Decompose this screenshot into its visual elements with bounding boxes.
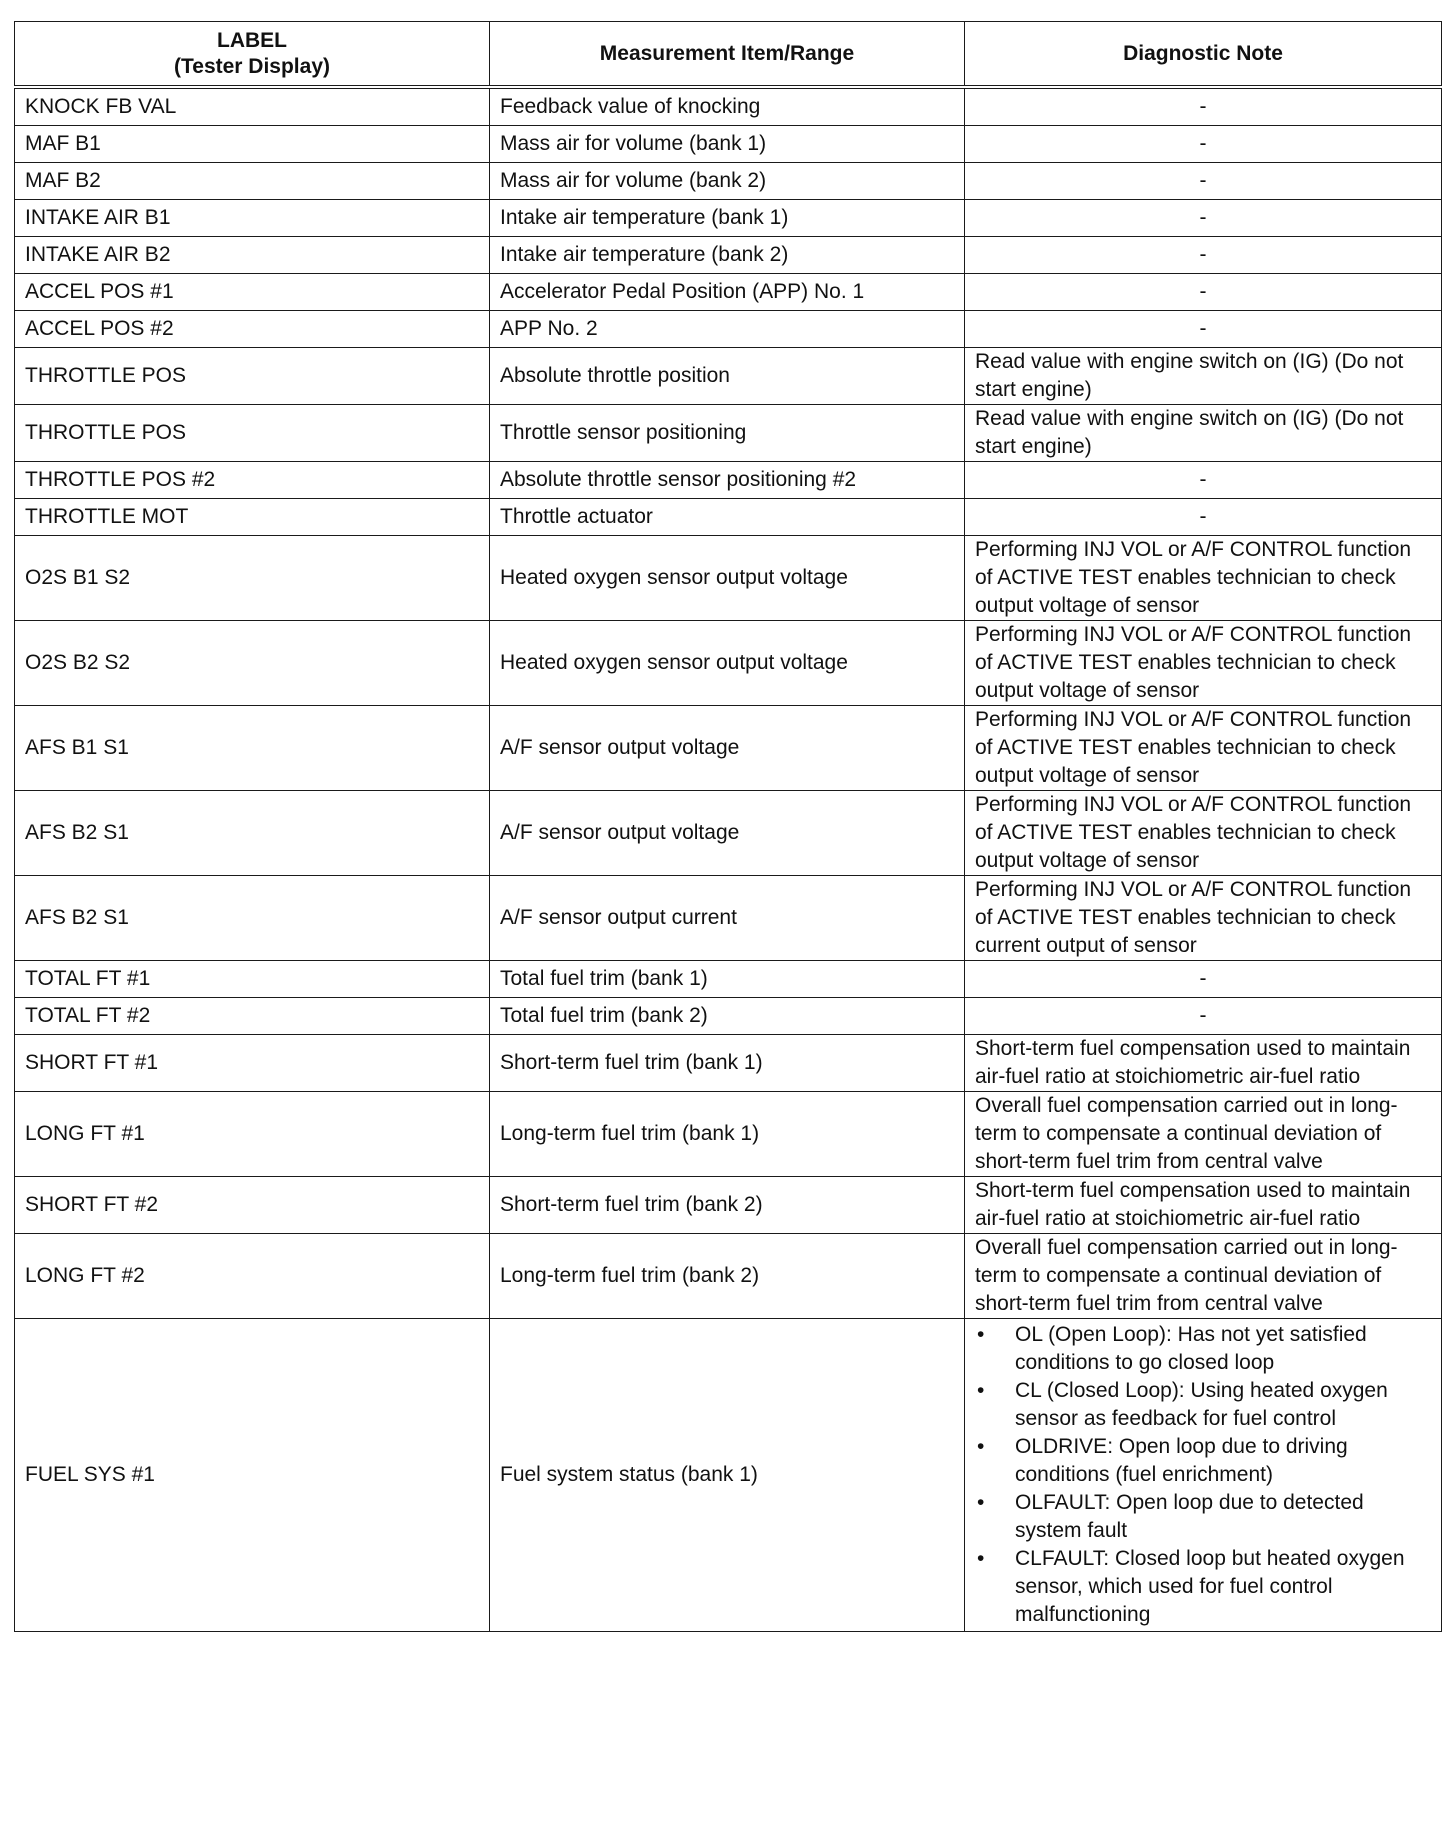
table-row	[15, 87, 1442, 126]
table-row	[15, 163, 1442, 200]
diagnostic-note-cell: -	[965, 87, 1442, 126]
bullet-item	[975, 1489, 1431, 1545]
measurement-cell: Heated oxygen sensor output voltage	[490, 536, 965, 621]
label-cell: INTAKE AIR B2	[15, 237, 490, 274]
label-cell: AFS B2 S1	[15, 876, 490, 961]
diagnostic-note-cell: Read value with engine switch on (IG) (Do not start engine)	[965, 348, 1442, 405]
measurement-cell: Intake air temperature (bank 2)	[490, 237, 965, 274]
bullet-text: OLFAULT: Open loop due to detected system fault	[1015, 1491, 1364, 1542]
diagnostic-note-cell: -	[965, 200, 1442, 237]
label-cell: THROTTLE POS	[15, 348, 490, 405]
label-cell: AFS B2 S1	[15, 791, 490, 876]
label-cell: THROTTLE POS	[15, 405, 490, 462]
diagnostic-note-cell: -	[965, 274, 1442, 311]
label-cell: LONG FT #2	[15, 1234, 490, 1319]
header-measurement: Measurement Item/Range	[490, 22, 965, 88]
diagnostic-note-cell: Short-term fuel compensation used to maintain air-fuel ratio at stoichiometric air-fuel ratio	[965, 1035, 1442, 1092]
measurement-cell: Throttle actuator	[490, 499, 965, 536]
table-row	[15, 1092, 1442, 1177]
diagnostic-note-cell: Performing INJ VOL or A/F CONTROL function of ACTIVE TEST enables technician to check output voltage of sensor	[965, 791, 1442, 876]
label-cell: FUEL SYS #1	[15, 1319, 490, 1632]
label-cell: O2S B2 S2	[15, 621, 490, 706]
measurement-cell: Intake air temperature (bank 1)	[490, 200, 965, 237]
header-diagnostic: Diagnostic Note	[965, 22, 1442, 88]
measurement-cell: Mass air for volume (bank 1)	[490, 126, 965, 163]
diagnostic-note-cell: -	[965, 237, 1442, 274]
diagnostic-note-cell: -	[965, 499, 1442, 536]
diagnostic-note-cell: -	[965, 462, 1442, 499]
table-row	[15, 405, 1442, 462]
table-row	[15, 348, 1442, 405]
diagnostic-note-cell: -	[965, 126, 1442, 163]
measurement-cell: Mass air for volume (bank 2)	[490, 163, 965, 200]
measurement-cell: Absolute throttle sensor positioning #2	[490, 462, 965, 499]
diagnostic-note-cell: -	[965, 163, 1442, 200]
bullet-dot-icon: •	[977, 1435, 985, 1458]
measurement-cell: A/F sensor output voltage	[490, 706, 965, 791]
diagnostic-note-cell: Performing INJ VOL or A/F CONTROL function of ACTIVE TEST enables technician to check output voltage of sensor	[965, 621, 1442, 706]
measurement-cell: A/F sensor output voltage	[490, 791, 965, 876]
measurement-cell: APP No. 2	[490, 311, 965, 348]
label-cell: KNOCK FB VAL	[15, 87, 490, 126]
table-row	[15, 961, 1442, 998]
table-row	[15, 200, 1442, 237]
diagnostic-note-cell: Overall fuel compensation carried out in long-term to compensate a continual deviation of short-term fuel trim from central valve	[965, 1234, 1442, 1319]
measurement-cell: Feedback value of knocking	[490, 87, 965, 126]
measurement-cell: Heated oxygen sensor output voltage	[490, 621, 965, 706]
header-label-line2: (Tester Display)	[174, 54, 330, 78]
table-row	[15, 1319, 1442, 1632]
bullet-dot-icon: •	[977, 1379, 985, 1402]
label-cell: MAF B2	[15, 163, 490, 200]
bullet-item	[975, 1545, 1431, 1629]
bullet-dot-icon: •	[977, 1491, 985, 1514]
label-cell: SHORT FT #1	[15, 1035, 490, 1092]
diagnostic-note-cell: -	[965, 961, 1442, 998]
table-row	[15, 462, 1442, 499]
measurement-cell: Accelerator Pedal Position (APP) No. 1	[490, 274, 965, 311]
label-cell: O2S B1 S2	[15, 536, 490, 621]
label-cell: MAF B1	[15, 126, 490, 163]
table-row	[15, 1035, 1442, 1092]
label-cell: TOTAL FT #2	[15, 998, 490, 1035]
label-cell: AFS B1 S1	[15, 706, 490, 791]
table-row	[15, 274, 1442, 311]
label-cell: THROTTLE MOT	[15, 499, 490, 536]
table-row	[15, 499, 1442, 536]
table-header	[15, 22, 1442, 88]
measurement-cell: Long-term fuel trim (bank 1)	[490, 1092, 965, 1177]
diagnostic-note-cell: Performing INJ VOL or A/F CONTROL function of ACTIVE TEST enables technician to check output voltage of sensor	[965, 706, 1442, 791]
header-label	[15, 22, 490, 88]
label-cell: TOTAL FT #1	[15, 961, 490, 998]
table-row	[15, 998, 1442, 1035]
measurement-cell: Absolute throttle position	[490, 348, 965, 405]
measurement-cell: Total fuel trim (bank 1)	[490, 961, 965, 998]
table-row	[15, 237, 1442, 274]
diagnostic-note-cell: Performing INJ VOL or A/F CONTROL function of ACTIVE TEST enables technician to check current output of sensor	[965, 876, 1442, 961]
bullet-text: CL (Closed Loop): Using heated oxygen sensor as feedback for fuel control	[1015, 1379, 1388, 1430]
measurement-cell: Fuel system status (bank 1)	[490, 1319, 965, 1632]
diagnostic-note-cell: Performing INJ VOL or A/F CONTROL function of ACTIVE TEST enables technician to check output voltage of sensor	[965, 536, 1442, 621]
bullet-item	[975, 1377, 1431, 1433]
diagnostic-note-list-cell	[965, 1319, 1442, 1632]
bullet-dot-icon: •	[977, 1323, 985, 1346]
measurement-cell: Total fuel trim (bank 2)	[490, 998, 965, 1035]
bullet-dot-icon: •	[977, 1547, 985, 1570]
diagnostic-note-cell: Read value with engine switch on (IG) (Do not start engine)	[965, 405, 1442, 462]
measurement-cell: Throttle sensor positioning	[490, 405, 965, 462]
bullet-list	[975, 1321, 1431, 1629]
bullet-item	[975, 1433, 1431, 1489]
bullet-text: CLFAULT: Closed loop but heated oxygen sensor, which used for fuel control malfunctioning	[1015, 1547, 1405, 1626]
measurement-cell: Long-term fuel trim (bank 2)	[490, 1234, 965, 1319]
header-label-line1: LABEL	[217, 28, 287, 52]
table-row	[15, 621, 1442, 706]
table-row	[15, 791, 1442, 876]
data-list-table-container	[14, 21, 1441, 1632]
measurement-cell: Short-term fuel trim (bank 2)	[490, 1177, 965, 1234]
label-cell: ACCEL POS #1	[15, 274, 490, 311]
label-cell: SHORT FT #2	[15, 1177, 490, 1234]
bullet-text: OL (Open Loop): Has not yet satisfied conditions to go closed loop	[1015, 1323, 1367, 1374]
data-list-table	[14, 21, 1442, 1632]
label-cell: THROTTLE POS #2	[15, 462, 490, 499]
table-row	[15, 311, 1442, 348]
measurement-cell: A/F sensor output current	[490, 876, 965, 961]
measurement-cell: Short-term fuel trim (bank 1)	[490, 1035, 965, 1092]
bullet-text: OLDRIVE: Open loop due to driving conditions (fuel enrichment)	[1015, 1435, 1348, 1486]
table-row	[15, 126, 1442, 163]
table-row	[15, 1234, 1442, 1319]
header-row	[15, 22, 1442, 88]
diagnostic-note-cell: Overall fuel compensation carried out in long-term to compensate a continual deviation of short-term fuel trim from central valve	[965, 1092, 1442, 1177]
table-body	[15, 87, 1442, 1632]
table-row	[15, 1177, 1442, 1234]
diagnostic-note-cell: -	[965, 311, 1442, 348]
table-row	[15, 536, 1442, 621]
label-cell: INTAKE AIR B1	[15, 200, 490, 237]
label-cell: LONG FT #1	[15, 1092, 490, 1177]
table-row	[15, 706, 1442, 791]
diagnostic-note-cell: -	[965, 998, 1442, 1035]
bullet-item	[975, 1321, 1431, 1377]
diagnostic-note-cell: Short-term fuel compensation used to maintain air-fuel ratio at stoichiometric air-fuel ratio	[965, 1177, 1442, 1234]
label-cell: ACCEL POS #2	[15, 311, 490, 348]
table-row	[15, 876, 1442, 961]
